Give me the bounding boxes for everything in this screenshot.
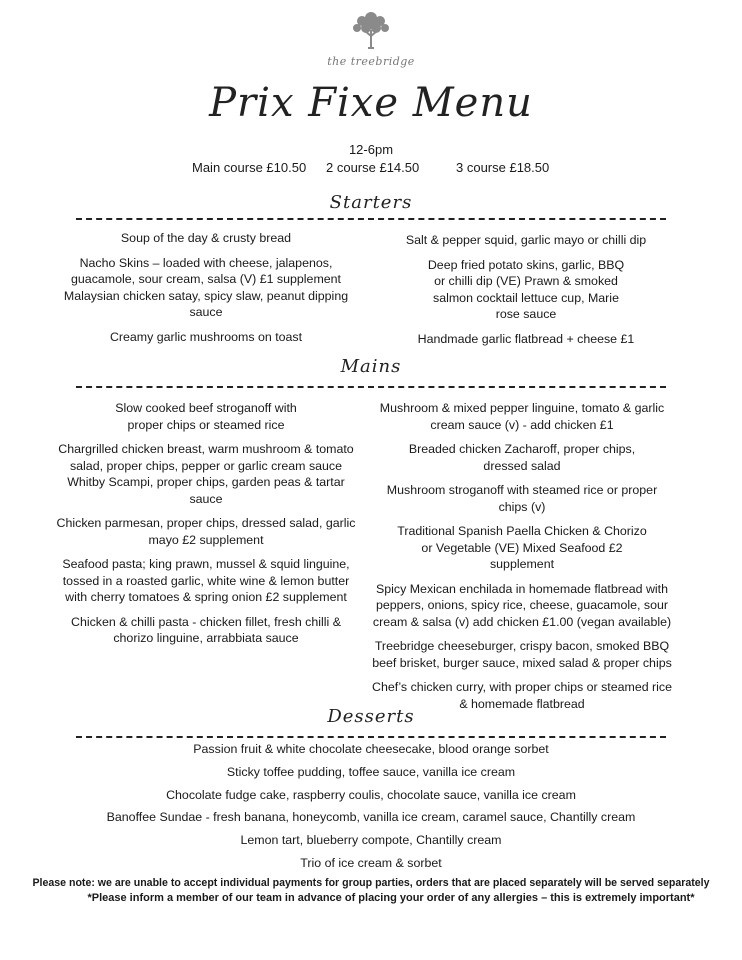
main-item: Slow cooked beef stroganoff with proper chips or steamed rice <box>115 401 297 432</box>
starter-item: Soup of the day & crusty bread <box>120 231 292 245</box>
allergy-note: *Please inform a member of our team in advance of placing your order of any allergies – this is extremely important* <box>87 892 695 904</box>
mains-divider <box>76 386 666 388</box>
dessert-item: Banoffee Sundae - fresh banana, honeycomb, vanilla ice cream, caramel sauce, Chantilly cream <box>106 810 636 825</box>
menu-title: Prix Fixe Menu <box>209 80 533 126</box>
desserts-divider <box>76 736 666 738</box>
dessert-item: Trio of ice cream & sorbet <box>300 855 442 870</box>
main-item: Treebridge cheeseburger, crispy bacon, smoked BBQ beef brisket, burger sauce, mixed salad & proper chips <box>372 639 672 670</box>
dessert-item: Chocolate fudge cake, raspberry coulis, chocolate sauce, vanilla ice cream <box>166 787 576 802</box>
tree-icon <box>348 8 394 50</box>
service-hours: 12-6pm <box>348 142 394 157</box>
dessert-item: Lemon tart, blueberry compote, Chantilly cream <box>240 833 502 848</box>
desserts-heading: Desserts <box>327 706 415 727</box>
starters-heading: Starters <box>329 192 413 213</box>
main-item: Chicken parmesan, proper chips, dressed salad, garlic mayo £2 supplement <box>56 516 356 547</box>
main-item: Mushroom & mixed pepper linguine, tomato & garlic cream sauce (v) - add chicken £1 <box>379 401 665 432</box>
main-item: Spicy Mexican enchilada in homemade flatbread with peppers, onions, spicy rice, cheese, guacamole, sour cream & salsa (v) add chicken £1.00 (vegan available) <box>372 581 672 629</box>
dessert-item: Passion fruit & white chocolate cheesecake, blood orange sorbet <box>193 742 549 756</box>
starter-item: Deep fried potato skins, garlic, BBQ or chilli dip (VE) Prawn & smoked salmon cocktail lettuce cup, Marie rose sauce <box>427 257 625 321</box>
desserts-list <box>0 741 742 878</box>
starter-item: Salt & pepper squid, garlic mayo or chilli dip <box>405 233 647 247</box>
starter-item: Nacho Skins – loaded with cheese, jalapenos, guacamole, sour cream, salsa (V) £1 supplement Malaysian chicken satay, spicy slaw, peanut dipping sauce <box>63 255 349 319</box>
main-item: Chicken & chilli pasta - chicken fillet, fresh chilli & chorizo linguine, arrabbiata sauce <box>71 614 341 645</box>
logo <box>0 8 742 68</box>
main-item: Traditional Spanish Paella Chicken & Chorizo or Vegetable (VE) Mixed Seafood £2 supplement <box>397 524 647 571</box>
price-main-course: Main course £10.50 <box>192 160 307 175</box>
price-three-course: 3 course £18.50 <box>456 160 550 175</box>
main-item: Seafood pasta; king prawn, mussel & squid linguine, tossed in a roasted garlic, white wine & lemon butter with cherry tomatoes & spring onion £2 supplement <box>62 557 350 604</box>
mains-heading: Mains <box>340 356 402 377</box>
mains-right-column <box>372 400 672 720</box>
main-item: Breaded chicken Zacharoff, proper chips, dressed salad <box>408 442 636 473</box>
starters-divider <box>76 218 666 220</box>
dessert-item: Sticky toffee pudding, toffee sauce, vanilla ice cream <box>226 764 516 779</box>
main-item: Chargrilled chicken breast, warm mushroom & tomato salad, proper chips, pepper or garlic cream sauce Whitby Scampi, proper chips, garden peas & tartar sauce <box>58 442 354 506</box>
payment-note: Please note: we are unable to accept individual payments for group parties, orders that are placed separately will be served separately <box>32 877 710 889</box>
starter-item: Handmade garlic flatbread + cheese £1 <box>417 331 635 346</box>
main-item: Mushroom stroganoff with steamed rice or proper chips (v) <box>386 483 658 514</box>
starters-left-column <box>56 230 356 353</box>
main-item: Chef’s chicken curry, with proper chips or steamed rice & homemade flatbread <box>372 680 673 711</box>
starters-right-column <box>376 232 676 355</box>
brand-name: the treebridge <box>327 55 415 68</box>
price-two-course: 2 course £14.50 <box>326 160 420 175</box>
starter-item: Creamy garlic mushrooms on toast <box>109 329 303 344</box>
mains-left-column <box>56 400 356 655</box>
